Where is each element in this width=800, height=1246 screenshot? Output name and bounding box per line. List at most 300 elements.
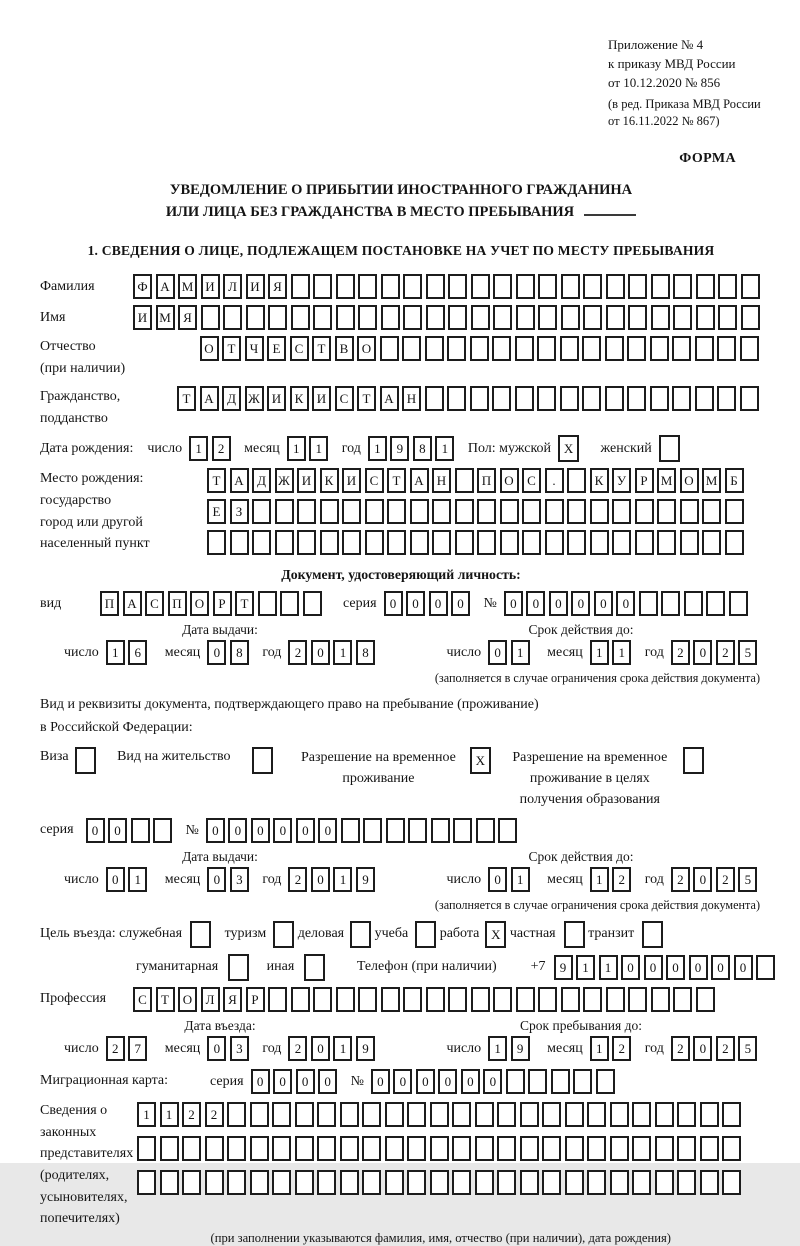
- char-cell[interactable]: [403, 305, 422, 330]
- purpose-commercial-checkbox[interactable]: [350, 921, 375, 948]
- char-cell[interactable]: [340, 1102, 359, 1127]
- char-cell[interactable]: 8: [356, 640, 375, 665]
- char-cell[interactable]: 0: [273, 1069, 292, 1094]
- char-cell[interactable]: 1: [435, 436, 454, 461]
- char-cell[interactable]: [471, 987, 490, 1012]
- char-cell[interactable]: [583, 274, 602, 299]
- char-cell[interactable]: 1: [590, 640, 609, 665]
- char-cell[interactable]: 7: [128, 1036, 147, 1061]
- char-cell[interactable]: [295, 1136, 314, 1161]
- char-cell[interactable]: [650, 336, 669, 361]
- char-cell[interactable]: [340, 1136, 359, 1161]
- char-cell[interactable]: [75, 747, 96, 774]
- char-cell[interactable]: 0: [689, 955, 708, 980]
- char-cell[interactable]: [268, 305, 287, 330]
- char-cell[interactable]: [632, 1102, 651, 1127]
- char-cell[interactable]: [673, 305, 692, 330]
- char-cell[interactable]: [205, 1136, 224, 1161]
- char-cell[interactable]: [385, 1102, 404, 1127]
- char-cell[interactable]: [542, 1136, 561, 1161]
- char-cell[interactable]: Е: [267, 336, 286, 361]
- char-cell[interactable]: [207, 530, 226, 555]
- char-cell[interactable]: 2: [205, 1102, 224, 1127]
- char-cell[interactable]: [628, 274, 647, 299]
- char-cell[interactable]: Т: [156, 987, 175, 1012]
- char-cell[interactable]: О: [190, 591, 209, 616]
- char-cell[interactable]: 0: [207, 867, 226, 892]
- char-cell[interactable]: [583, 305, 602, 330]
- char-cell[interactable]: 0: [711, 955, 730, 980]
- char-cell[interactable]: 2: [671, 640, 690, 665]
- char-cell[interactable]: [551, 1069, 570, 1094]
- char-cell[interactable]: [655, 1136, 674, 1161]
- char-cell[interactable]: И: [267, 386, 286, 411]
- char-cell[interactable]: [471, 274, 490, 299]
- char-cell[interactable]: [227, 1102, 246, 1127]
- char-cell[interactable]: [295, 1170, 314, 1195]
- char-cell[interactable]: [381, 305, 400, 330]
- char-cell[interactable]: А: [200, 386, 219, 411]
- char-cell[interactable]: 0: [207, 1036, 226, 1061]
- char-cell[interactable]: 0: [318, 818, 337, 843]
- char-cell[interactable]: X: [485, 921, 506, 948]
- char-cell[interactable]: [455, 468, 474, 493]
- char-cell[interactable]: Л: [201, 987, 220, 1012]
- char-cell[interactable]: А: [410, 468, 429, 493]
- char-cell[interactable]: 2: [716, 867, 735, 892]
- char-cell[interactable]: [475, 1170, 494, 1195]
- char-cell[interactable]: [661, 591, 680, 616]
- char-cell[interactable]: [431, 818, 450, 843]
- char-cell[interactable]: [402, 336, 421, 361]
- char-cell[interactable]: З: [230, 499, 249, 524]
- char-cell[interactable]: [227, 1136, 246, 1161]
- char-cell[interactable]: А: [156, 274, 175, 299]
- char-cell[interactable]: [246, 305, 265, 330]
- char-cell[interactable]: О: [500, 468, 519, 493]
- char-cell[interactable]: [610, 1170, 629, 1195]
- char-cell[interactable]: Н: [432, 468, 451, 493]
- char-cell[interactable]: [387, 499, 406, 524]
- char-cell[interactable]: [590, 499, 609, 524]
- char-cell[interactable]: 9: [356, 1036, 375, 1061]
- visa-checkbox[interactable]: [75, 747, 100, 774]
- char-cell[interactable]: [408, 818, 427, 843]
- char-cell[interactable]: [635, 530, 654, 555]
- char-cell[interactable]: 0: [549, 591, 568, 616]
- char-cell[interactable]: 1: [612, 640, 631, 665]
- char-cell[interactable]: [627, 336, 646, 361]
- char-cell[interactable]: [313, 305, 332, 330]
- char-cell[interactable]: Р: [635, 468, 654, 493]
- char-cell[interactable]: Т: [235, 591, 254, 616]
- char-cell[interactable]: [587, 1136, 606, 1161]
- char-cell[interactable]: [470, 386, 489, 411]
- char-cell[interactable]: 1: [590, 1036, 609, 1061]
- char-cell[interactable]: [717, 386, 736, 411]
- char-cell[interactable]: [430, 1102, 449, 1127]
- char-cell[interactable]: 8: [230, 640, 249, 665]
- char-cell[interactable]: 1: [333, 640, 352, 665]
- char-cell[interactable]: 2: [671, 867, 690, 892]
- char-cell[interactable]: [700, 1102, 719, 1127]
- char-cell[interactable]: 1: [333, 1036, 352, 1061]
- char-cell[interactable]: [587, 1102, 606, 1127]
- char-cell[interactable]: 0: [228, 818, 247, 843]
- char-cell[interactable]: И: [201, 274, 220, 299]
- char-cell[interactable]: [452, 1136, 471, 1161]
- char-cell[interactable]: 3: [230, 1036, 249, 1061]
- char-cell[interactable]: В: [335, 336, 354, 361]
- char-cell[interactable]: Ч: [245, 336, 264, 361]
- char-cell[interactable]: [564, 921, 585, 948]
- char-cell[interactable]: [520, 1136, 539, 1161]
- char-cell[interactable]: [493, 987, 512, 1012]
- char-cell[interactable]: [303, 591, 322, 616]
- purpose-business-trip-checkbox[interactable]: [190, 921, 215, 948]
- char-cell[interactable]: [515, 336, 534, 361]
- char-cell[interactable]: Т: [312, 336, 331, 361]
- char-cell[interactable]: Т: [357, 386, 376, 411]
- char-cell[interactable]: [582, 386, 601, 411]
- char-cell[interactable]: [696, 987, 715, 1012]
- char-cell[interactable]: [651, 987, 670, 1012]
- char-cell[interactable]: [717, 336, 736, 361]
- char-cell[interactable]: Р: [213, 591, 232, 616]
- char-cell[interactable]: .: [545, 468, 564, 493]
- char-cell[interactable]: [718, 274, 737, 299]
- char-cell[interactable]: [627, 386, 646, 411]
- char-cell[interactable]: [655, 1170, 674, 1195]
- char-cell[interactable]: 0: [311, 640, 330, 665]
- char-cell[interactable]: [448, 987, 467, 1012]
- char-cell[interactable]: [182, 1170, 201, 1195]
- char-cell[interactable]: С: [335, 386, 354, 411]
- char-cell[interactable]: [250, 1170, 269, 1195]
- char-cell[interactable]: 0: [108, 818, 127, 843]
- char-cell[interactable]: [756, 955, 775, 980]
- char-cell[interactable]: [515, 386, 534, 411]
- char-cell[interactable]: [385, 1136, 404, 1161]
- char-cell[interactable]: [587, 1170, 606, 1195]
- char-cell[interactable]: 0: [644, 955, 663, 980]
- char-cell[interactable]: [673, 987, 692, 1012]
- char-cell[interactable]: [673, 274, 692, 299]
- phone-cells[interactable]: [554, 955, 779, 980]
- char-cell[interactable]: 0: [406, 591, 425, 616]
- char-cell[interactable]: [567, 499, 586, 524]
- char-cell[interactable]: 1: [511, 640, 530, 665]
- char-cell[interactable]: [680, 530, 699, 555]
- char-cell[interactable]: 1: [511, 867, 530, 892]
- char-cell[interactable]: Р: [246, 987, 265, 1012]
- char-cell[interactable]: [545, 499, 564, 524]
- char-cell[interactable]: Л: [223, 274, 242, 299]
- char-cell[interactable]: 1: [599, 955, 618, 980]
- char-cell[interactable]: [452, 1102, 471, 1127]
- char-cell[interactable]: [252, 530, 271, 555]
- char-cell[interactable]: С: [290, 336, 309, 361]
- char-cell[interactable]: [342, 499, 361, 524]
- char-cell[interactable]: [561, 274, 580, 299]
- char-cell[interactable]: Я: [268, 274, 287, 299]
- char-cell[interactable]: [567, 530, 586, 555]
- char-cell[interactable]: 9: [390, 436, 409, 461]
- char-cell[interactable]: [605, 386, 624, 411]
- char-cell[interactable]: 0: [106, 867, 125, 892]
- char-cell[interactable]: 0: [251, 1069, 270, 1094]
- char-cell[interactable]: [650, 386, 669, 411]
- char-cell[interactable]: [700, 1136, 719, 1161]
- char-cell[interactable]: [386, 818, 405, 843]
- char-cell[interactable]: [430, 1170, 449, 1195]
- char-cell[interactable]: Н: [402, 386, 421, 411]
- char-cell[interactable]: 0: [207, 640, 226, 665]
- char-cell[interactable]: [336, 987, 355, 1012]
- char-cell[interactable]: [498, 818, 517, 843]
- purpose-private-checkbox[interactable]: [564, 921, 589, 948]
- char-cell[interactable]: [561, 305, 580, 330]
- char-cell[interactable]: [470, 336, 489, 361]
- char-cell[interactable]: 0: [488, 867, 507, 892]
- char-cell[interactable]: И: [312, 386, 331, 411]
- char-cell[interactable]: [542, 1102, 561, 1127]
- purpose-other-checkbox[interactable]: [304, 954, 329, 981]
- char-cell[interactable]: А: [123, 591, 142, 616]
- char-cell[interactable]: [565, 1102, 584, 1127]
- char-cell[interactable]: А: [230, 468, 249, 493]
- char-cell[interactable]: [336, 305, 355, 330]
- char-cell[interactable]: [365, 499, 384, 524]
- char-cell[interactable]: [741, 305, 760, 330]
- char-cell[interactable]: [582, 336, 601, 361]
- char-cell[interactable]: [320, 499, 339, 524]
- char-cell[interactable]: [410, 499, 429, 524]
- char-cell[interactable]: [516, 987, 535, 1012]
- char-cell[interactable]: [632, 1136, 651, 1161]
- char-cell[interactable]: [659, 435, 680, 462]
- char-cell[interactable]: 0: [296, 818, 315, 843]
- char-cell[interactable]: [596, 1069, 615, 1094]
- char-cell[interactable]: К: [590, 468, 609, 493]
- char-cell[interactable]: 5: [738, 640, 757, 665]
- char-cell[interactable]: [500, 530, 519, 555]
- char-cell[interactable]: [561, 987, 580, 1012]
- char-cell[interactable]: [651, 305, 670, 330]
- char-cell[interactable]: [304, 954, 325, 981]
- char-cell[interactable]: [160, 1170, 179, 1195]
- char-cell[interactable]: 2: [671, 1036, 690, 1061]
- char-cell[interactable]: [387, 530, 406, 555]
- char-cell[interactable]: [538, 305, 557, 330]
- char-cell[interactable]: И: [297, 468, 316, 493]
- char-cell[interactable]: [520, 1170, 539, 1195]
- char-cell[interactable]: М: [702, 468, 721, 493]
- char-cell[interactable]: [493, 305, 512, 330]
- char-cell[interactable]: 0: [371, 1069, 390, 1094]
- char-cell[interactable]: [493, 274, 512, 299]
- char-cell[interactable]: О: [357, 336, 376, 361]
- char-cell[interactable]: С: [522, 468, 541, 493]
- char-cell[interactable]: [476, 818, 495, 843]
- char-cell[interactable]: 1: [128, 867, 147, 892]
- char-cell[interactable]: М: [156, 305, 175, 330]
- char-cell[interactable]: И: [342, 468, 361, 493]
- char-cell[interactable]: [516, 305, 535, 330]
- char-cell[interactable]: [426, 305, 445, 330]
- char-cell[interactable]: [455, 530, 474, 555]
- char-cell[interactable]: 2: [288, 867, 307, 892]
- char-cell[interactable]: [250, 1102, 269, 1127]
- char-cell[interactable]: X: [470, 747, 491, 774]
- char-cell[interactable]: 0: [734, 955, 753, 980]
- char-cell[interactable]: [358, 987, 377, 1012]
- char-cell[interactable]: [448, 305, 467, 330]
- char-cell[interactable]: [453, 818, 472, 843]
- char-cell[interactable]: [506, 1069, 525, 1094]
- char-cell[interactable]: 2: [288, 1036, 307, 1061]
- char-cell[interactable]: [275, 499, 294, 524]
- char-cell[interactable]: [227, 1170, 246, 1195]
- char-cell[interactable]: 0: [451, 591, 470, 616]
- char-cell[interactable]: [362, 1136, 381, 1161]
- char-cell[interactable]: [565, 1136, 584, 1161]
- purpose-transit-checkbox[interactable]: [642, 921, 667, 948]
- char-cell[interactable]: [628, 987, 647, 1012]
- char-cell[interactable]: [545, 530, 564, 555]
- char-cell[interactable]: 0: [384, 591, 403, 616]
- char-cell[interactable]: [407, 1102, 426, 1127]
- char-cell[interactable]: [477, 499, 496, 524]
- purpose-work-checkbox[interactable]: [485, 921, 510, 948]
- char-cell[interactable]: Д: [252, 468, 271, 493]
- char-cell[interactable]: 2: [182, 1102, 201, 1127]
- char-cell[interactable]: [297, 530, 316, 555]
- char-cell[interactable]: К: [320, 468, 339, 493]
- char-cell[interactable]: 0: [461, 1069, 480, 1094]
- char-cell[interactable]: 0: [616, 591, 635, 616]
- char-cell[interactable]: [740, 386, 759, 411]
- char-cell[interactable]: [612, 499, 631, 524]
- char-cell[interactable]: 6: [128, 640, 147, 665]
- char-cell[interactable]: [475, 1102, 494, 1127]
- char-cell[interactable]: 9: [511, 1036, 530, 1061]
- char-cell[interactable]: Т: [177, 386, 196, 411]
- char-cell[interactable]: [297, 499, 316, 524]
- char-cell[interactable]: [358, 274, 377, 299]
- purpose-study-checkbox[interactable]: [415, 921, 440, 948]
- char-cell[interactable]: [725, 530, 744, 555]
- char-cell[interactable]: [573, 1069, 592, 1094]
- char-cell[interactable]: [520, 1102, 539, 1127]
- char-cell[interactable]: [695, 386, 714, 411]
- char-cell[interactable]: 0: [273, 818, 292, 843]
- char-cell[interactable]: [722, 1136, 741, 1161]
- char-cell[interactable]: [702, 499, 721, 524]
- char-cell[interactable]: [605, 336, 624, 361]
- char-cell[interactable]: [268, 987, 287, 1012]
- char-cell[interactable]: [313, 274, 332, 299]
- char-cell[interactable]: 0: [693, 640, 712, 665]
- char-cell[interactable]: 5: [738, 867, 757, 892]
- char-cell[interactable]: 2: [716, 640, 735, 665]
- char-cell[interactable]: 1: [160, 1102, 179, 1127]
- purpose-tourism-checkbox[interactable]: [273, 921, 298, 948]
- sex-female-checkbox[interactable]: [659, 435, 684, 462]
- char-cell[interactable]: [201, 305, 220, 330]
- char-cell[interactable]: [606, 305, 625, 330]
- char-cell[interactable]: [407, 1170, 426, 1195]
- char-cell[interactable]: 0: [666, 955, 685, 980]
- char-cell[interactable]: 8: [413, 436, 432, 461]
- char-cell[interactable]: [677, 1170, 696, 1195]
- char-cell[interactable]: [528, 1069, 547, 1094]
- char-cell[interactable]: [403, 987, 422, 1012]
- char-cell[interactable]: С: [145, 591, 164, 616]
- char-cell[interactable]: [410, 530, 429, 555]
- char-cell[interactable]: [228, 954, 249, 981]
- char-cell[interactable]: [320, 530, 339, 555]
- char-cell[interactable]: 0: [571, 591, 590, 616]
- char-cell[interactable]: [362, 1102, 381, 1127]
- char-cell[interactable]: [380, 336, 399, 361]
- char-cell[interactable]: [336, 274, 355, 299]
- char-cell[interactable]: 1: [590, 867, 609, 892]
- char-cell[interactable]: [362, 1170, 381, 1195]
- char-cell[interactable]: [280, 591, 299, 616]
- sex-male-checkbox[interactable]: [558, 435, 583, 462]
- char-cell[interactable]: 2: [106, 1036, 125, 1061]
- char-cell[interactable]: [583, 987, 602, 1012]
- char-cell[interactable]: Ф: [133, 274, 152, 299]
- char-cell[interactable]: 0: [594, 591, 613, 616]
- char-cell[interactable]: [291, 305, 310, 330]
- char-cell[interactable]: [272, 1170, 291, 1195]
- char-cell[interactable]: И: [246, 274, 265, 299]
- char-cell[interactable]: [291, 274, 310, 299]
- char-cell[interactable]: [407, 1136, 426, 1161]
- char-cell[interactable]: Т: [207, 468, 226, 493]
- char-cell[interactable]: [432, 530, 451, 555]
- char-cell[interactable]: 1: [106, 640, 125, 665]
- char-cell[interactable]: [273, 921, 294, 948]
- char-cell[interactable]: [560, 336, 579, 361]
- char-cell[interactable]: [455, 499, 474, 524]
- char-cell[interactable]: [565, 1170, 584, 1195]
- char-cell[interactable]: 2: [288, 640, 307, 665]
- char-cell[interactable]: [606, 274, 625, 299]
- residence-permit-checkbox[interactable]: [252, 747, 277, 774]
- char-cell[interactable]: О: [200, 336, 219, 361]
- char-cell[interactable]: П: [168, 591, 187, 616]
- char-cell[interactable]: [695, 336, 714, 361]
- char-cell[interactable]: [365, 530, 384, 555]
- char-cell[interactable]: [680, 499, 699, 524]
- char-cell[interactable]: [131, 818, 150, 843]
- char-cell[interactable]: [740, 336, 759, 361]
- char-cell[interactable]: [385, 1170, 404, 1195]
- char-cell[interactable]: [729, 591, 748, 616]
- char-cell[interactable]: 3: [230, 867, 249, 892]
- char-cell[interactable]: [182, 1136, 201, 1161]
- char-cell[interactable]: 0: [693, 1036, 712, 1061]
- char-cell[interactable]: [252, 747, 273, 774]
- char-cell[interactable]: А: [380, 386, 399, 411]
- char-cell[interactable]: [358, 305, 377, 330]
- char-cell[interactable]: [205, 1170, 224, 1195]
- char-cell[interactable]: [497, 1136, 516, 1161]
- char-cell[interactable]: [432, 499, 451, 524]
